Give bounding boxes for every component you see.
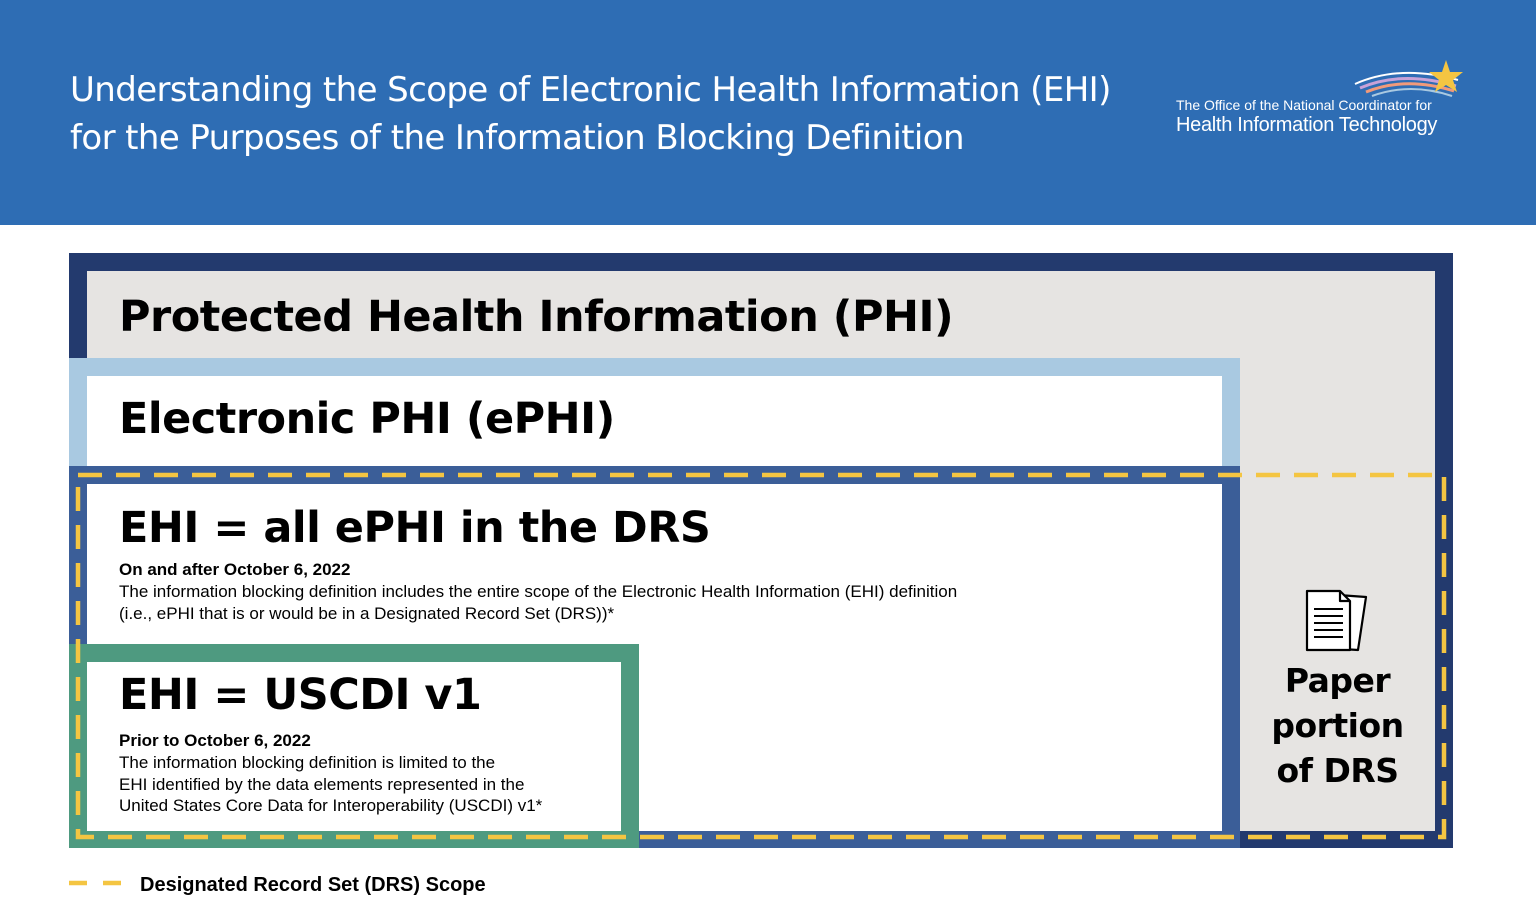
document-icon [1302, 588, 1372, 654]
uscdi-description-line: The information blocking definition is limited to the [119, 753, 496, 772]
paper-drs-label-line: of DRS [1276, 751, 1399, 790]
logo-text-line-1: The Office of the National Coordinator for [1176, 97, 1432, 113]
paper-drs-label-line: portion [1271, 706, 1404, 745]
ehi-drs-date: On and after October 6, 2022 [119, 560, 351, 579]
paper-drs-label-line: Paper [1284, 661, 1391, 700]
ehi-drs-description [119, 581, 957, 624]
ephi-heading: Electronic PHI (ePHI) [119, 394, 615, 444]
ehi-drs-heading: EHI = all ePHI in the DRS [119, 503, 711, 553]
page-title-line-1: Understanding the Scope of Electronic Health Information (EHI) [70, 70, 1111, 110]
logo-text-line-2: Health Information Technology [1176, 114, 1438, 136]
paper-drs-label [1240, 658, 1435, 793]
uscdi-date: Prior to October 6, 2022 [119, 731, 311, 750]
phi-heading: Protected Health Information (PHI) [119, 292, 954, 342]
uscdi-heading: EHI = USCDI v1 [119, 670, 482, 720]
ehi-drs-description-line: (i.e., ePHI that is or would be in a Designated Record Set (DRS))* [119, 603, 615, 623]
page-title-line-2: for the Purposes of the Information Blocking Definition [70, 118, 964, 158]
ehi-drs-description-line: The information blocking definition includes the entire scope of the Electronic Health Information (EHI) definition [119, 582, 958, 601]
uscdi-description-line: United States Core Data for Interoperability (USCDI) v1* [119, 796, 543, 815]
uscdi-description-line: EHI identified by the data elements represented in the [119, 774, 525, 794]
legend-label: Designated Record Set (DRS) Scope [140, 874, 486, 896]
uscdi-description [119, 752, 542, 817]
